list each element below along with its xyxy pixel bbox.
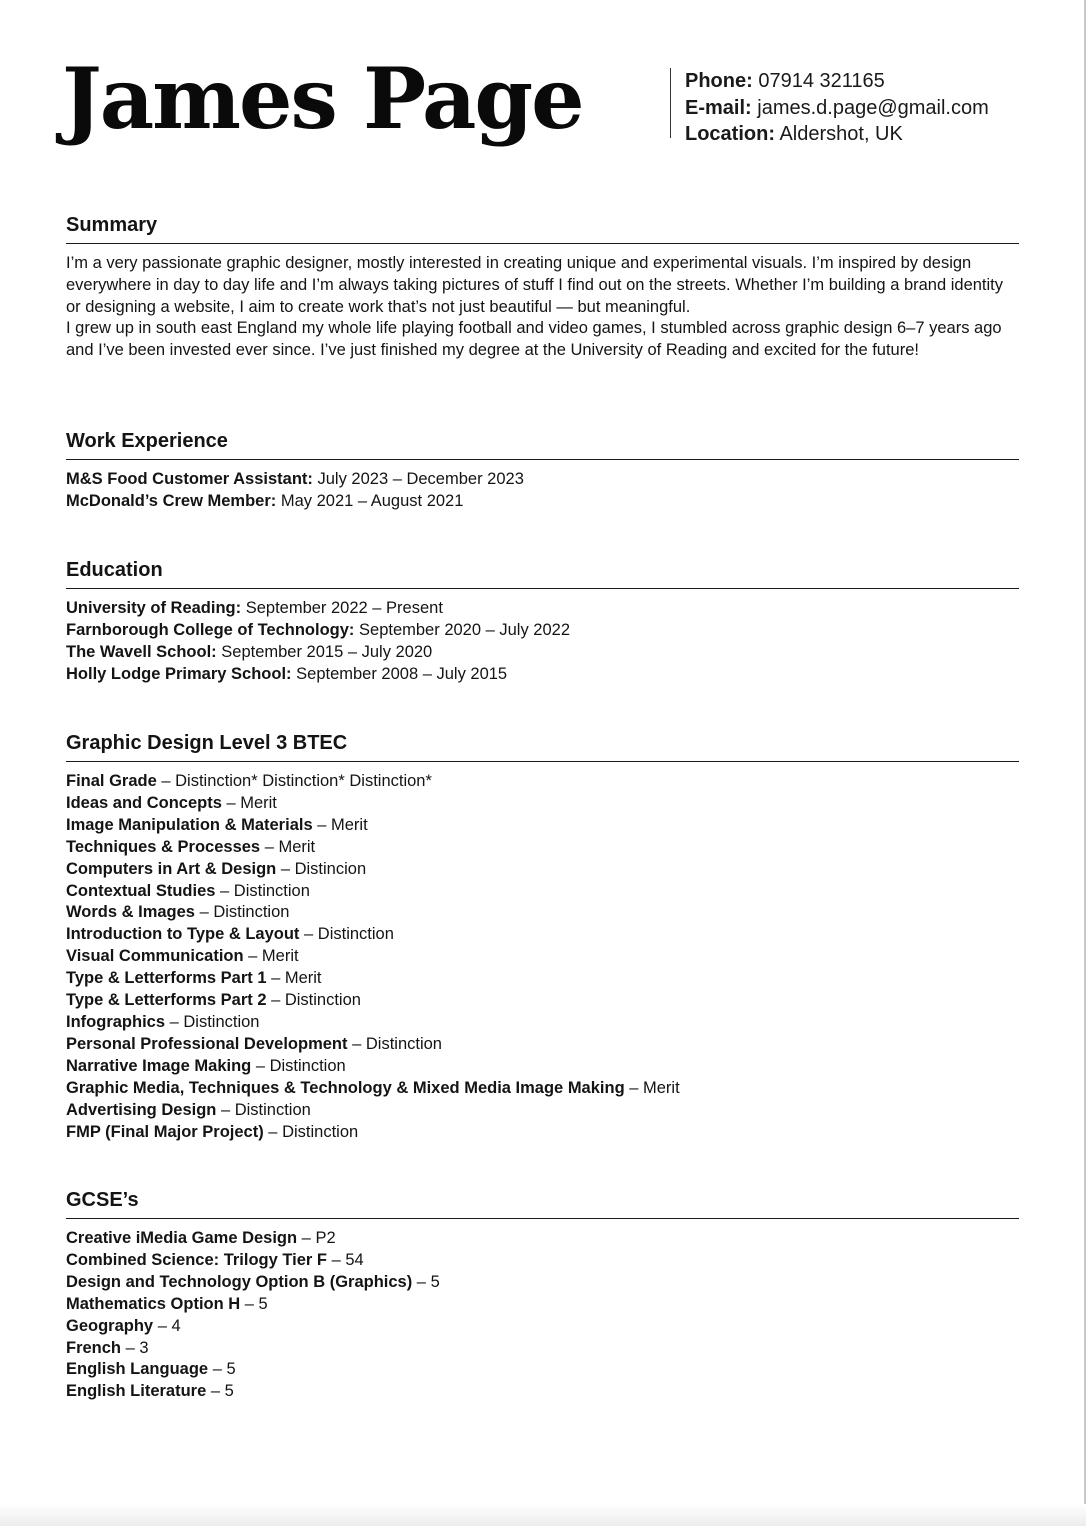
btec-item [66,771,1019,793]
btec-unit: Contextual Studies [66,881,216,900]
education-institution: University of Reading: [66,599,242,617]
gcse-grade: – 5 [208,1360,236,1379]
gcse-grade: – 54 [327,1250,364,1269]
btec-unit: Words & Images [66,903,195,922]
gcse-subject: Design and Technology Option B (Graphics) [66,1272,413,1291]
btec-item [66,968,1019,990]
btec-grade: – Merit [266,969,322,988]
btec-list [66,771,1019,1143]
work-experience-heading: Work Experience [66,429,1019,460]
gcse-subject: Creative iMedia Game Design [66,1229,298,1247]
education-institution: Holly Lodge Primary School: [66,664,292,683]
btec-unit: Computers in Art & Design [66,859,277,878]
gcse-item [66,1228,1019,1250]
btec-grade: – Distinction [215,881,310,900]
btec-grade: – Distinction [251,1056,346,1075]
btec-grade: – Distinction [216,1100,311,1119]
btec-unit: Advertising Design [66,1100,217,1119]
summary-section [66,213,1019,362]
gcse-subject: English Literature [66,1382,207,1401]
btec-grade: – Merit [312,815,368,834]
gcse-item [66,1250,1019,1272]
btec-unit: Personal Professional Development [66,1034,348,1053]
gcse-subject: French [66,1338,122,1357]
btec-unit: Introduction to Type & Layout [66,925,300,944]
gcse-grade: – 5 [412,1272,440,1291]
work-experience-section [66,429,1019,513]
btec-item [66,1122,1019,1144]
page-bottom-shade [0,1504,1086,1526]
btec-item [66,1012,1019,1034]
btec-grade: – Merit [260,837,316,856]
btec-unit: Type & Letterforms Part 2 [66,991,267,1010]
contact-block [670,68,989,145]
education-institution: Farnborough College of Technology: [66,620,355,639]
contact-location-label: Location: [685,123,775,145]
btec-unit: Image Manipulation & Materials [66,815,313,834]
btec-grade: – Merit [624,1078,680,1097]
btec-section [66,731,1019,1143]
gcse-item [66,1359,1019,1381]
work-item-role: McDonald’s Crew Member: [66,491,277,510]
btec-grade: – Merit [243,947,299,966]
contact-phone [685,68,989,95]
gcse-grade: – 5 [206,1382,234,1401]
btec-item [66,1034,1019,1056]
education-section [66,558,1019,686]
education-list [66,598,1019,686]
summary-paragraph-1: I’m a very passionate graphic designer, mostly interested in creating unique and experimental visuals. I’m inspired by design everywhere in day to day life and I’m always taking pictures of stuff I find out on the streets. Whether I’m building a brand identity or designing a website, I aim to create work that’s not just beautiful — but meaningful. [66,254,1004,316]
btec-unit: Type & Letterforms Part 1 [66,969,267,988]
btec-grade: – Distinction [263,1122,359,1141]
summary-body [66,253,1019,362]
btec-item [66,815,1019,837]
contact-phone-label: Phone: [685,70,753,92]
contact-location-value: Aldershot, UK [779,123,903,145]
btec-unit: Final Grade [66,772,157,790]
btec-item [66,837,1019,859]
gcse-item [66,1381,1019,1403]
btec-unit: Techniques & Processes [66,837,261,856]
btec-grade: – Distinction [194,903,290,922]
gcse-grade: – 3 [121,1338,149,1357]
btec-item [66,946,1019,968]
gcse-item [66,1316,1019,1338]
btec-grade: – Distinction [165,1012,260,1031]
candidate-name: James Page [62,49,583,148]
gcse-subject: Combined Science: Trilogy Tier F [66,1250,328,1269]
btec-item [66,902,1019,924]
btec-item [66,1100,1019,1122]
education-dates: September 2022 – Present [241,599,443,617]
btec-grade: – Merit [221,793,277,812]
btec-grade: – Distinction [266,991,361,1010]
work-item-role: M&S Food Customer Assistant: [66,470,313,488]
gcse-item [66,1272,1019,1294]
btec-unit: Graphic Media, Techniques & Technology & Mixed Media Image Making [66,1078,625,1097]
summary-paragraph-2: I grew up in south east England my whole life playing football and video games, I stumbled across graphic design 6–7 years ago and I’ve been invested ever since. I’ve just finished my degree at the University of Reading and excited for the future! [66,319,1002,360]
btec-grade: – Distinction [299,925,394,944]
btec-item [66,1078,1019,1100]
btec-unit: Visual Communication [66,947,244,966]
education-item [66,642,1019,664]
contact-phone-value: 07914 321165 [758,70,885,92]
work-item-dates: May 2021 – August 2021 [276,491,464,510]
education-dates: September 2015 – July 2020 [216,642,433,661]
contact-email-label: E-mail: [685,96,752,119]
btec-item [66,990,1019,1012]
gcse-item [66,1294,1019,1316]
contact-location [685,121,989,148]
work-item-dates: July 2023 – December 2023 [312,470,524,488]
gcse-item [66,1338,1019,1360]
gcse-section [66,1188,1019,1403]
gcse-grade: – 5 [240,1294,268,1313]
btec-grade: – Distincion [276,859,367,878]
btec-heading: Graphic Design Level 3 BTEC [66,731,1019,762]
work-item [66,491,1019,513]
btec-grade: – Distinction [347,1034,442,1053]
gcse-grade: – 4 [153,1316,181,1335]
gcse-heading: GCSE’s [66,1188,1019,1219]
gcse-subject: Mathematics Option H [66,1294,241,1313]
gcse-list [66,1228,1019,1403]
education-dates: September 2020 – July 2022 [354,620,571,639]
education-item [66,620,1019,642]
education-heading: Education [66,558,1019,589]
education-item [66,664,1019,686]
btec-unit: Ideas and Concepts [66,793,222,812]
education-institution: The Wavell School: [66,642,217,661]
gcse-subject: English Language [66,1360,209,1379]
gcse-subject: Geography [66,1316,154,1335]
btec-item [66,859,1019,881]
btec-unit: FMP (Final Major Project) [66,1122,264,1141]
btec-item [66,1056,1019,1078]
btec-item [66,793,1019,815]
work-item [66,469,1019,491]
btec-grade: – Distinction* Distinction* Distinction* [156,772,432,790]
summary-heading: Summary [66,213,1019,244]
contact-email [685,95,989,122]
education-dates: September 2008 – July 2015 [291,664,508,683]
btec-item [66,881,1019,903]
work-experience-list [66,469,1019,513]
contact-email-value[interactable]: james.d.page@gmail.com [757,96,989,119]
gcse-grade: – P2 [297,1229,336,1247]
btec-unit: Infographics [66,1012,166,1031]
education-item [66,598,1019,620]
btec-item [66,924,1019,946]
btec-unit: Narrative Image Making [66,1056,252,1075]
